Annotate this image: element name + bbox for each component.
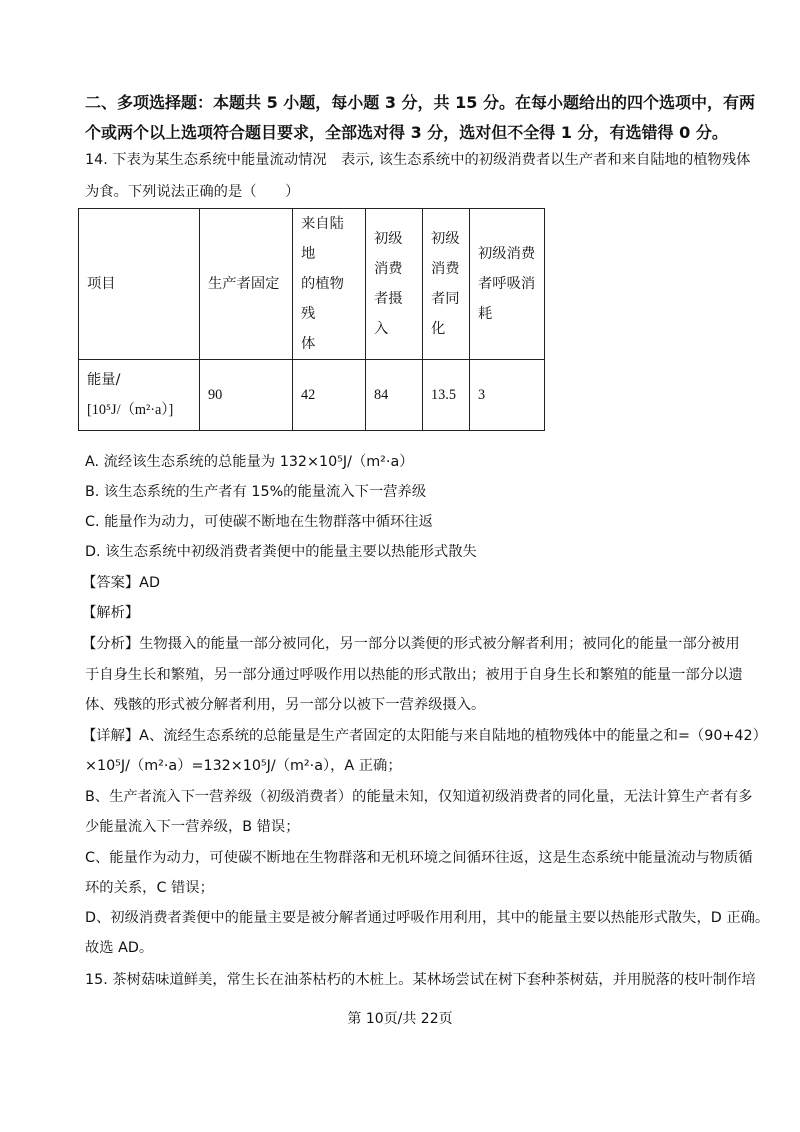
option-b: B. 该生态系统的生产者有 15%的能量流入下一营养级 (85, 484, 427, 500)
table-header-cell: 初级 消费 者摄 入 (366, 209, 423, 360)
table-header-cell: 生产者固定 (200, 209, 293, 360)
detail-line: ×10⁵J/（m²·a）=132×10⁵J/（m²·a），A 正确； (85, 758, 402, 774)
answer: 【答案】AD (82, 575, 160, 591)
detail-line: 【详解】A、流经生态系统的总能量是生产者固定的太阳能与来自陆地的植物残体中的能量之和=（90+42） (82, 728, 767, 744)
table-cell: 3 (470, 360, 545, 431)
detail-line: 环的关系，C 错误； (85, 880, 214, 896)
energy-flow-table (78, 208, 545, 431)
detail-line: D、初级消费者粪便中的能量主要是被分解者通过呼吸作用利用，其中的能量主要以热能形式散失，D 正确。 (85, 910, 770, 926)
option-c: C. 能量作为动力，可使碳不断地在生物群落中循环往返 (85, 514, 433, 530)
table-cell: 42 (293, 360, 366, 431)
page-footer: 第 10页/共 22页 (347, 1011, 453, 1027)
analysis-line: 体、残骸的形式被分解者利用，另一部分以被下一营养级摄入。 (85, 697, 486, 713)
detail-line: B、生产者流入下一营养级（初级消费者）的能量未知，仅知道初级消费者的同化量，无法计算生产者有多 (85, 789, 753, 805)
table-header-row (79, 209, 545, 360)
analysis-line: 【分析】生物摄入的能量一部分被同化，另一部分以粪便的形式被分解者利用；被同化的能量一部分被用 (82, 636, 740, 652)
question-14-stem: 14. 下表为某生态系统中能量流动情况 表示, 该生态系统中的初级消费者以生产者和来自陆地的植物残体 (85, 152, 751, 168)
question-14-stem: 为食。下列说法正确的是（ ） (85, 184, 300, 200)
option-d: D. 该生态系统中初级消费者粪便中的能量主要以热能形式散失 (85, 544, 477, 560)
table-row (79, 360, 545, 431)
table-cell: 90 (200, 360, 293, 431)
table-cell: 13.5 (423, 360, 470, 431)
detail-line: 少能量流入下一营养级，B 错误； (85, 819, 300, 835)
table-header-cell: 来自陆地 的植物残 体 (293, 209, 366, 360)
table-row-label: 能量/ [10⁵J/（m²·a）] (79, 360, 200, 431)
table-header-cell: 初级 消费 者同 化 (423, 209, 470, 360)
analysis-label: 【解析】 (82, 605, 140, 621)
table-cell: 84 (366, 360, 423, 431)
table-header-cell: 项目 (79, 209, 200, 360)
option-a: A. 流经该生态系统的总能量为 132×10⁵J/（m²·a） (85, 454, 414, 470)
question-15-stem: 15. 茶树菇味道鲜美，常生长在油茶枯朽的木桩上。某林场尝试在树下套种茶树菇，并用脱落的枝叶制作培 (85, 972, 756, 988)
section-heading-line: 二、多项选择题：本题共 5 小题，每小题 3 分，共 15 分。在每小题给出的四个选项中，有两 (85, 93, 755, 112)
detail-line: 故选 AD。 (85, 940, 154, 956)
analysis-line: 于自身生长和繁殖，另一部分通过呼吸作用以热能的形式散出；被用于自身生长和繁殖的能量一部分以遗 (85, 667, 743, 683)
detail-line: C、能量作为动力，可使碳不断地在生物群落和无机环境之间循环往返，这是生态系统中能量流动与物质循 (85, 850, 753, 866)
table-header-cell: 初级消费 者呼吸消 耗 (470, 209, 545, 360)
section-heading-line: 个或两个以上选项符合题目要求，全部选对得 3 分，选对但不全得 1 分，有选错得 0 分。 (85, 123, 728, 142)
